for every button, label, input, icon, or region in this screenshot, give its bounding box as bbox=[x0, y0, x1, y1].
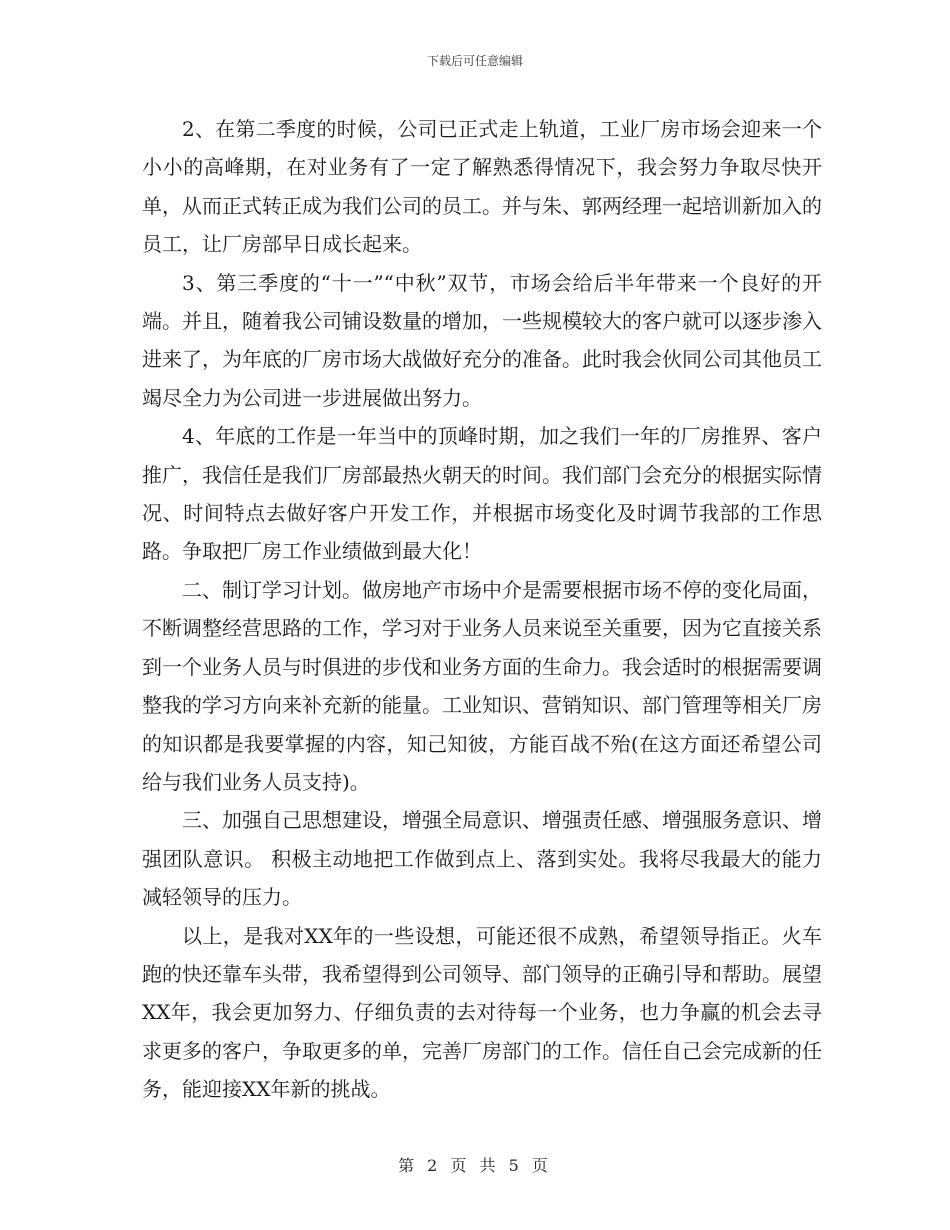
paragraph-q3-plan: 3、第三季度的“十一”“中秋”双节，市场会给后半年带来一个良好的开端。并且，随着我公司铺设数量的增加，一些规模较大的客户就可以逐步渗入进来了，为年底的厂房市场大战做好充分的准备。此时我会伙同公司其他员工竭尽全力为公司进一步进展做出努力。 bbox=[142, 270, 822, 410]
document-body bbox=[142, 110, 822, 1109]
page-number-footer: 第 2 页 共 5 页 bbox=[398, 1156, 552, 1175]
paragraph-study-plan: 二、制订学习计划。做房地产市场中介是需要根据市场不停的变化局面，不断调整经营思路的工作，学习对于业务人员来说至关重要，因为它直接关系到一个业务人员与时俱进的步伐和业务方面的生命力。我会适时的根据需要调整我的学习方向来补充新的能量。工业知识、营销知识、部门管理等相关厂房的知识都是我要掌握的内容，知己知彼，方能百战不殆(在这方面还希望公司给与我们业务人员支持)。 bbox=[142, 577, 822, 794]
paragraph-self-improvement: 三、加强自己思想建设，增强全局意识、增强责任感、增强服务意识、增强团队意识。 积极主动地把工作做到点上、落到实处。我将尽我最大的能力减轻领导的压力。 bbox=[142, 808, 822, 910]
paragraph-conclusion: 以上，是我对XX年的一些设想，可能还很不成熟，希望领导指正。火车跑的快还靠车头带，我希望得到公司领导、部门领导的正确引导和帮助。展望XX年，我会更加努力、仔细负责的去对待每一个业务，也力争赢的机会去寻求更多的客户，争取更多的单，完善厂房部门的工作。信任自己会完成新的任务，能迎接XX年新的挑战。 bbox=[142, 923, 822, 1102]
paragraph-q2-plan: 2、在第二季度的时候，公司已正式走上轨道，工业厂房市场会迎来一个小小的高峰期，在对业务有了一定了解熟悉得情况下，我会努力争取尽快开单，从而正式转正成为我们公司的员工。并与朱、郭两经理一起培训新加入的员工，让厂房部早日成长起来。 bbox=[142, 117, 822, 257]
page-header: 下载后可任意编辑 bbox=[426, 54, 523, 68]
paragraph-q4-plan: 4、年底的工作是一年当中的顶峰时期，加之我们一年的厂房推界、客户推广，我信任是我们厂房部最热火朝天的时间。我们部门会充分的根据实际情况、时间特点去做好客户开发工作，并根据市场变化及时调节我部的工作思路。争取把厂房工作业绩做到最大化！ bbox=[142, 424, 822, 564]
